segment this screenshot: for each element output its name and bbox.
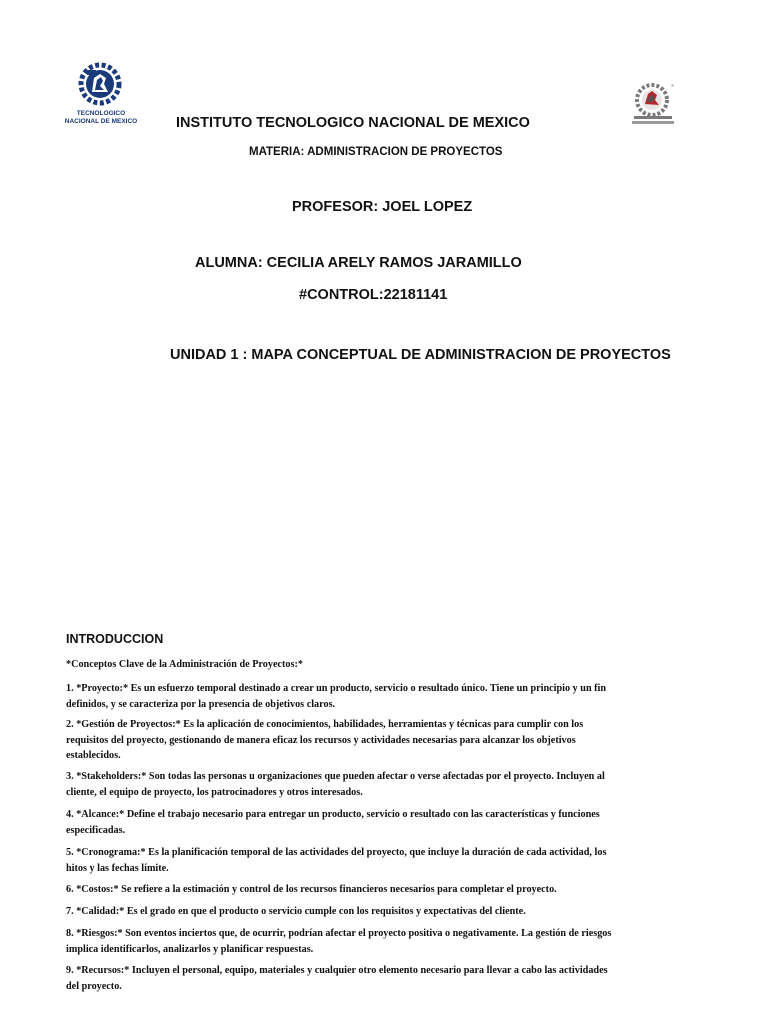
list-item-gestion bbox=[66, 717, 706, 764]
tecnm-logo bbox=[62, 62, 140, 128]
list-item-line: 1. *Proyecto:* Es un esfuerzo temporal destinado a crear un producto, servicio o resultado único. Tiene un principio y un fin bbox=[66, 683, 607, 694]
list-item-line: 9. *Recursos:* Incluyen el personal, equipo, materiales y cualquier otro elemento necesario para llevar a cabo las actividades bbox=[66, 965, 608, 976]
intro-heading: INTRODUCCION bbox=[66, 632, 164, 646]
list-item-alcance bbox=[66, 807, 706, 838]
list-item-line: definidos, y se caracteriza por la presencia de objetivos claros. bbox=[66, 698, 336, 710]
list-item-cronograma bbox=[66, 845, 706, 876]
list-item-recursos bbox=[66, 963, 706, 994]
tecnm-logo-icon bbox=[78, 62, 122, 106]
subject-line: MATERIA: ADMINISTRACION DE PROYECTOS bbox=[249, 146, 503, 158]
list-item-proyecto bbox=[66, 681, 706, 712]
svg-text:®: ® bbox=[671, 83, 674, 88]
institution-title: INSTITUTO TECNOLOGICO NACIONAL DE MEXICO bbox=[176, 115, 530, 131]
list-item-line: 5. *Cronograma:* Es la planificación temporal de las actividades del proyecto, que incluye la duración de cada actividad, los bbox=[66, 847, 607, 858]
list-item-line: establecidos. bbox=[66, 750, 121, 761]
institute-seal-icon bbox=[628, 80, 678, 128]
unit-title: UNIDAD 1 : MAPA CONCEPTUAL DE ADMINISTRACION DE PROYECTOS bbox=[170, 347, 671, 363]
list-item-line: 4. *Alcance:* Define el trabajo necesario para entregar un producto, servicio o resultado con las características y funciones bbox=[66, 809, 600, 820]
intro-subtitle: *Conceptos Clave de la Administración de Proyectos:* bbox=[66, 659, 303, 670]
list-item-line: implica identificarlos, analizarlos y planificar respuestas. bbox=[66, 943, 314, 955]
list-item-line: 7. *Calidad:* Es el grado en que el producto o servicio cumple con los requisitos y expectativas del cliente. bbox=[66, 906, 526, 917]
list-item-riesgos bbox=[66, 926, 706, 957]
logo-line-1: TECNOLOGICO bbox=[76, 110, 126, 117]
list-item-line: hitos y las fechas límite. bbox=[66, 862, 169, 874]
list-item-line: requisitos del proyecto, gestionando de manera eficaz los recursos y actividades necesarias para alcanzar los objetivos bbox=[66, 734, 576, 746]
professor-line: PROFESOR: JOEL LOPEZ bbox=[292, 199, 473, 215]
list-item-line: 8. *Riesgos:* Son eventos inciertos que, de ocurrir, podrían afectar el proyecto positiva o negativamente. La gestión de riesgos bbox=[66, 928, 612, 939]
list-item-costos bbox=[66, 882, 706, 898]
list-item-line: 3. *Stakeholders:* Son todas las personas u organizaciones que pueden afectar o verse afectadas por el proyecto. Incluyen al bbox=[66, 771, 605, 782]
list-item-line: del proyecto. bbox=[66, 980, 122, 992]
list-item-line: cliente, el equipo de proyecto, los patrocinadores y otros interesados. bbox=[66, 786, 363, 798]
list-item-calidad bbox=[66, 904, 706, 920]
list-item-line: 2. *Gestión de Proyectos:* Es la aplicación de conocimientos, habilidades, herramientas y técnicas para cumplir con los bbox=[66, 719, 584, 730]
list-item-line: 6. *Costos:* Se refiere a la estimación y control de los recursos financieros necesarios para completar el proyecto. bbox=[66, 884, 557, 895]
list-item-line: especificadas. bbox=[66, 824, 126, 836]
control-number: #CONTROL:22181141 bbox=[299, 287, 448, 303]
logo-line-2: NACIONAL DE MEXICO bbox=[64, 118, 138, 125]
student-line: ALUMNA: CECILIA ARELY RAMOS JARAMILLO bbox=[195, 255, 522, 271]
list-item-stakeholders bbox=[66, 769, 706, 800]
